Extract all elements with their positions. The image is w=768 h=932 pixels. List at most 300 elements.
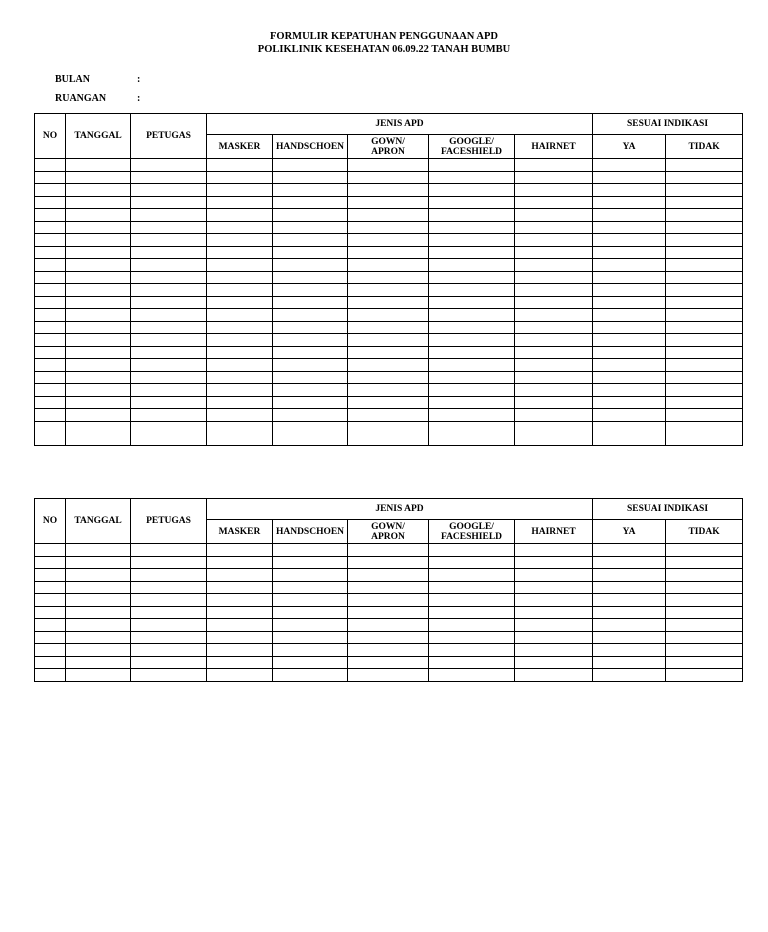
empty-cell[interactable] [429,321,515,334]
empty-cell[interactable] [66,209,131,222]
empty-cell[interactable] [131,284,207,297]
empty-cell[interactable] [515,409,593,422]
empty-cell[interactable] [515,309,593,322]
empty-cell[interactable] [348,334,429,347]
empty-cell[interactable] [515,271,593,284]
empty-cell[interactable] [666,544,743,557]
empty-cell[interactable] [273,209,348,222]
empty-cell[interactable] [593,631,666,644]
empty-cell[interactable] [348,619,429,632]
empty-cell[interactable] [66,296,131,309]
empty-cell[interactable] [666,321,743,334]
empty-cell[interactable] [66,246,131,259]
empty-cell[interactable] [666,606,743,619]
empty-cell[interactable] [515,334,593,347]
empty-cell[interactable] [273,271,348,284]
empty-cell[interactable] [429,159,515,172]
empty-cell[interactable] [429,346,515,359]
empty-cell[interactable] [273,196,348,209]
empty-cell[interactable] [131,159,207,172]
empty-cell[interactable] [593,259,666,272]
empty-cell[interactable] [131,606,207,619]
empty-cell[interactable] [66,384,131,397]
empty-cell[interactable] [429,606,515,619]
empty-cell[interactable] [35,371,66,384]
empty-cell[interactable] [35,171,66,184]
empty-cell[interactable] [666,184,743,197]
empty-cell[interactable] [273,544,348,557]
empty-cell[interactable] [66,409,131,422]
empty-cell[interactable] [515,359,593,372]
empty-cell[interactable] [593,556,666,569]
empty-cell[interactable] [593,246,666,259]
empty-cell[interactable] [429,284,515,297]
empty-cell[interactable] [429,196,515,209]
empty-cell[interactable] [515,221,593,234]
empty-cell[interactable] [593,359,666,372]
empty-cell[interactable] [207,359,273,372]
empty-cell[interactable] [593,619,666,632]
empty-cell[interactable] [515,384,593,397]
empty-cell[interactable] [273,284,348,297]
empty-cell[interactable] [666,221,743,234]
empty-cell[interactable] [35,619,66,632]
empty-cell[interactable] [666,359,743,372]
empty-cell[interactable] [207,384,273,397]
empty-cell[interactable] [593,569,666,582]
empty-cell[interactable] [66,594,131,607]
empty-cell[interactable] [593,196,666,209]
empty-cell[interactable] [66,309,131,322]
empty-cell[interactable] [515,234,593,247]
empty-cell[interactable] [593,159,666,172]
empty-cell[interactable] [429,246,515,259]
empty-cell[interactable] [66,421,131,445]
empty-cell[interactable] [515,246,593,259]
empty-cell[interactable] [515,644,593,657]
empty-cell[interactable] [273,396,348,409]
empty-cell[interactable] [593,321,666,334]
empty-cell[interactable] [348,346,429,359]
empty-cell[interactable] [207,321,273,334]
empty-cell[interactable] [66,556,131,569]
empty-cell[interactable] [207,334,273,347]
empty-cell[interactable] [207,569,273,582]
empty-cell[interactable] [515,594,593,607]
empty-cell[interactable] [666,284,743,297]
empty-cell[interactable] [273,234,348,247]
empty-cell[interactable] [66,569,131,582]
empty-cell[interactable] [666,581,743,594]
empty-cell[interactable] [131,371,207,384]
empty-cell[interactable] [131,569,207,582]
empty-cell[interactable] [273,309,348,322]
empty-cell[interactable] [273,656,348,669]
empty-cell[interactable] [131,196,207,209]
empty-cell[interactable] [131,359,207,372]
empty-cell[interactable] [515,159,593,172]
empty-cell[interactable] [515,581,593,594]
empty-cell[interactable] [429,271,515,284]
empty-cell[interactable] [273,171,348,184]
empty-cell[interactable] [593,171,666,184]
empty-cell[interactable] [273,384,348,397]
empty-cell[interactable] [131,221,207,234]
empty-cell[interactable] [666,594,743,607]
empty-cell[interactable] [593,209,666,222]
empty-cell[interactable] [348,631,429,644]
empty-cell[interactable] [666,334,743,347]
empty-cell[interactable] [593,606,666,619]
empty-cell[interactable] [273,296,348,309]
empty-cell[interactable] [515,284,593,297]
empty-cell[interactable] [429,396,515,409]
empty-cell[interactable] [593,371,666,384]
empty-cell[interactable] [348,606,429,619]
empty-cell[interactable] [131,271,207,284]
empty-cell[interactable] [666,421,743,445]
empty-cell[interactable] [207,234,273,247]
empty-cell[interactable] [66,171,131,184]
empty-cell[interactable] [666,619,743,632]
empty-cell[interactable] [666,669,743,682]
empty-cell[interactable] [273,346,348,359]
empty-cell[interactable] [207,594,273,607]
empty-cell[interactable] [429,221,515,234]
empty-cell[interactable] [273,619,348,632]
empty-cell[interactable] [348,359,429,372]
empty-cell[interactable] [131,669,207,682]
empty-cell[interactable] [35,246,66,259]
empty-cell[interactable] [348,234,429,247]
empty-cell[interactable] [515,544,593,557]
empty-cell[interactable] [666,346,743,359]
empty-cell[interactable] [35,271,66,284]
empty-cell[interactable] [348,321,429,334]
empty-cell[interactable] [429,594,515,607]
empty-cell[interactable] [207,196,273,209]
empty-cell[interactable] [35,606,66,619]
empty-cell[interactable] [593,234,666,247]
empty-cell[interactable] [207,259,273,272]
empty-cell[interactable] [515,196,593,209]
empty-cell[interactable] [429,619,515,632]
empty-cell[interactable] [593,284,666,297]
empty-cell[interactable] [66,371,131,384]
empty-cell[interactable] [515,569,593,582]
empty-cell[interactable] [273,334,348,347]
empty-cell[interactable] [593,594,666,607]
empty-cell[interactable] [348,259,429,272]
empty-cell[interactable] [66,234,131,247]
empty-cell[interactable] [207,271,273,284]
empty-cell[interactable] [273,594,348,607]
empty-cell[interactable] [35,359,66,372]
empty-cell[interactable] [273,669,348,682]
empty-cell[interactable] [429,359,515,372]
empty-cell[interactable] [273,409,348,422]
empty-cell[interactable] [131,259,207,272]
empty-cell[interactable] [348,594,429,607]
empty-cell[interactable] [593,296,666,309]
empty-cell[interactable] [66,644,131,657]
empty-cell[interactable] [666,246,743,259]
empty-cell[interactable] [666,556,743,569]
empty-cell[interactable] [348,544,429,557]
empty-cell[interactable] [273,221,348,234]
empty-cell[interactable] [593,421,666,445]
empty-cell[interactable] [131,309,207,322]
empty-cell[interactable] [666,296,743,309]
empty-cell[interactable] [666,569,743,582]
empty-cell[interactable] [666,234,743,247]
empty-cell[interactable] [35,334,66,347]
empty-cell[interactable] [207,209,273,222]
empty-cell[interactable] [515,209,593,222]
empty-cell[interactable] [515,346,593,359]
empty-cell[interactable] [348,271,429,284]
empty-cell[interactable] [207,171,273,184]
empty-cell[interactable] [35,669,66,682]
empty-cell[interactable] [66,271,131,284]
empty-cell[interactable] [429,669,515,682]
empty-cell[interactable] [348,569,429,582]
empty-cell[interactable] [273,159,348,172]
empty-cell[interactable] [666,396,743,409]
empty-cell[interactable] [131,321,207,334]
empty-cell[interactable] [131,184,207,197]
empty-cell[interactable] [273,644,348,657]
empty-cell[interactable] [207,184,273,197]
empty-cell[interactable] [348,246,429,259]
empty-cell[interactable] [131,409,207,422]
empty-cell[interactable] [429,209,515,222]
empty-cell[interactable] [66,259,131,272]
empty-cell[interactable] [273,581,348,594]
empty-cell[interactable] [666,371,743,384]
empty-cell[interactable] [348,644,429,657]
empty-cell[interactable] [593,644,666,657]
empty-cell[interactable] [429,656,515,669]
empty-cell[interactable] [207,581,273,594]
empty-cell[interactable] [35,384,66,397]
empty-cell[interactable] [429,184,515,197]
empty-cell[interactable] [35,321,66,334]
empty-cell[interactable] [429,334,515,347]
empty-cell[interactable] [131,246,207,259]
empty-cell[interactable] [593,346,666,359]
empty-cell[interactable] [515,184,593,197]
empty-cell[interactable] [35,656,66,669]
empty-cell[interactable] [35,296,66,309]
empty-cell[interactable] [273,606,348,619]
empty-cell[interactable] [131,656,207,669]
empty-cell[interactable] [207,619,273,632]
empty-cell[interactable] [207,556,273,569]
empty-cell[interactable] [35,309,66,322]
empty-cell[interactable] [666,309,743,322]
empty-cell[interactable] [515,171,593,184]
empty-cell[interactable] [429,631,515,644]
empty-cell[interactable] [131,619,207,632]
empty-cell[interactable] [66,184,131,197]
empty-cell[interactable] [348,296,429,309]
empty-cell[interactable] [207,409,273,422]
empty-cell[interactable] [35,209,66,222]
empty-cell[interactable] [348,409,429,422]
empty-cell[interactable] [207,421,273,445]
empty-cell[interactable] [273,371,348,384]
empty-cell[interactable] [273,246,348,259]
empty-cell[interactable] [131,544,207,557]
empty-cell[interactable] [593,656,666,669]
empty-cell[interactable] [66,334,131,347]
empty-cell[interactable] [515,606,593,619]
empty-cell[interactable] [348,371,429,384]
empty-cell[interactable] [348,209,429,222]
empty-cell[interactable] [207,346,273,359]
empty-cell[interactable] [207,159,273,172]
empty-cell[interactable] [593,271,666,284]
empty-cell[interactable] [429,296,515,309]
empty-cell[interactable] [273,631,348,644]
empty-cell[interactable] [515,421,593,445]
empty-cell[interactable] [131,296,207,309]
empty-cell[interactable] [593,544,666,557]
empty-cell[interactable] [131,631,207,644]
empty-cell[interactable] [593,669,666,682]
empty-cell[interactable] [66,284,131,297]
empty-cell[interactable] [515,296,593,309]
empty-cell[interactable] [35,284,66,297]
empty-cell[interactable] [273,556,348,569]
empty-cell[interactable] [35,644,66,657]
empty-cell[interactable] [131,346,207,359]
empty-cell[interactable] [273,421,348,445]
empty-cell[interactable] [131,396,207,409]
empty-cell[interactable] [35,631,66,644]
empty-cell[interactable] [666,171,743,184]
empty-cell[interactable] [131,384,207,397]
empty-cell[interactable] [131,209,207,222]
empty-cell[interactable] [515,556,593,569]
empty-cell[interactable] [66,159,131,172]
empty-cell[interactable] [666,271,743,284]
empty-cell[interactable] [666,631,743,644]
empty-cell[interactable] [35,184,66,197]
empty-cell[interactable] [348,184,429,197]
empty-cell[interactable] [207,544,273,557]
empty-cell[interactable] [348,159,429,172]
empty-cell[interactable] [429,569,515,582]
empty-cell[interactable] [273,184,348,197]
empty-cell[interactable] [35,581,66,594]
empty-cell[interactable] [515,619,593,632]
empty-cell[interactable] [429,171,515,184]
empty-cell[interactable] [429,644,515,657]
empty-cell[interactable] [66,321,131,334]
empty-cell[interactable] [131,556,207,569]
empty-cell[interactable] [35,594,66,607]
empty-cell[interactable] [666,384,743,397]
empty-cell[interactable] [348,656,429,669]
empty-cell[interactable] [207,221,273,234]
empty-cell[interactable] [66,619,131,632]
empty-cell[interactable] [348,556,429,569]
empty-cell[interactable] [348,384,429,397]
empty-cell[interactable] [429,409,515,422]
empty-cell[interactable] [35,396,66,409]
empty-cell[interactable] [593,409,666,422]
empty-cell[interactable] [593,581,666,594]
empty-cell[interactable] [515,371,593,384]
empty-cell[interactable] [66,606,131,619]
empty-cell[interactable] [66,196,131,209]
empty-cell[interactable] [35,221,66,234]
empty-cell[interactable] [666,409,743,422]
empty-cell[interactable] [429,384,515,397]
empty-cell[interactable] [666,159,743,172]
empty-cell[interactable] [429,581,515,594]
empty-cell[interactable] [515,656,593,669]
empty-cell[interactable] [273,321,348,334]
empty-cell[interactable] [207,246,273,259]
empty-cell[interactable] [66,396,131,409]
empty-cell[interactable] [35,259,66,272]
empty-cell[interactable] [348,421,429,445]
empty-cell[interactable] [429,556,515,569]
empty-cell[interactable] [348,581,429,594]
empty-cell[interactable] [348,669,429,682]
empty-cell[interactable] [515,259,593,272]
empty-cell[interactable] [66,669,131,682]
empty-cell[interactable] [35,234,66,247]
empty-cell[interactable] [207,296,273,309]
empty-cell[interactable] [35,159,66,172]
empty-cell[interactable] [515,396,593,409]
empty-cell[interactable] [35,569,66,582]
empty-cell[interactable] [348,171,429,184]
empty-cell[interactable] [35,346,66,359]
empty-cell[interactable] [131,171,207,184]
empty-cell[interactable] [35,196,66,209]
empty-cell[interactable] [666,644,743,657]
empty-cell[interactable] [66,346,131,359]
empty-cell[interactable] [593,396,666,409]
empty-cell[interactable] [273,259,348,272]
empty-cell[interactable] [348,396,429,409]
empty-cell[interactable] [429,371,515,384]
empty-cell[interactable] [35,421,66,445]
empty-cell[interactable] [348,221,429,234]
empty-cell[interactable] [66,631,131,644]
empty-cell[interactable] [429,544,515,557]
empty-cell[interactable] [66,656,131,669]
empty-cell[interactable] [593,184,666,197]
empty-cell[interactable] [273,569,348,582]
empty-cell[interactable] [35,544,66,557]
empty-cell[interactable] [207,606,273,619]
empty-cell[interactable] [515,631,593,644]
empty-cell[interactable] [207,656,273,669]
empty-cell[interactable] [207,669,273,682]
empty-cell[interactable] [66,581,131,594]
empty-cell[interactable] [131,234,207,247]
empty-cell[interactable] [131,421,207,445]
empty-cell[interactable] [348,284,429,297]
empty-cell[interactable] [429,259,515,272]
empty-cell[interactable] [207,396,273,409]
